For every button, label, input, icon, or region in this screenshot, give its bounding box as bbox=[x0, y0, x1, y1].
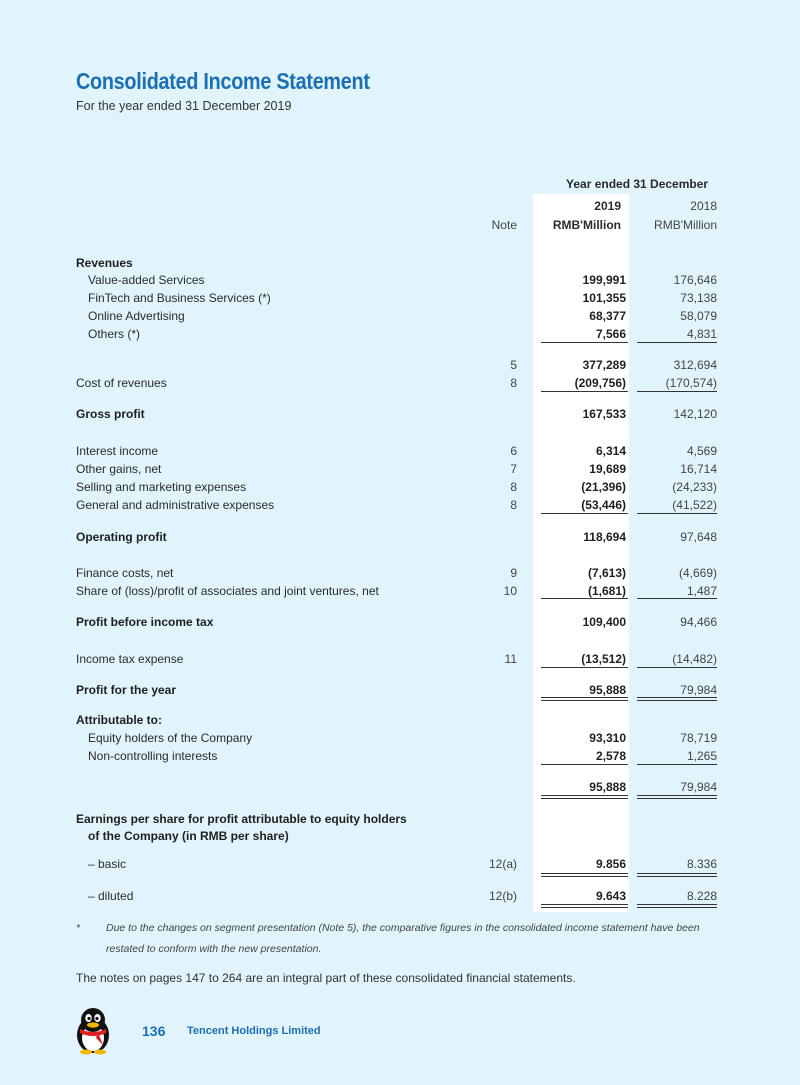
rule-2019 bbox=[541, 598, 628, 599]
rule-2019 bbox=[541, 513, 628, 514]
value-2019: 93,310 bbox=[589, 731, 626, 745]
value-2018: 1,487 bbox=[686, 584, 717, 598]
double-rule-2019 bbox=[541, 697, 628, 701]
notes-statement: The notes on pages 147 to 264 are an integral part of these consolidated financial statements. bbox=[76, 971, 576, 985]
row-label: Cost of revenues bbox=[76, 376, 167, 390]
period-header: Year ended 31 December bbox=[566, 177, 709, 191]
rule-2018 bbox=[637, 764, 717, 765]
value-2018: (4,669) bbox=[678, 566, 717, 580]
double-rule-2019 bbox=[541, 873, 628, 877]
value-2019: 199,991 bbox=[582, 273, 626, 287]
value-2019: 68,377 bbox=[589, 309, 626, 323]
note-header: Note bbox=[491, 218, 517, 232]
rule-2018 bbox=[637, 391, 717, 392]
value-2019: (53,446) bbox=[581, 498, 626, 512]
row-label: – basic bbox=[88, 857, 127, 871]
double-rule-2018 bbox=[637, 795, 717, 799]
row-label: of the Company (in RMB per share) bbox=[88, 829, 289, 843]
row-label: Income tax expense bbox=[76, 652, 184, 666]
row-note: 9 bbox=[510, 566, 517, 580]
value-2019: 95,888 bbox=[589, 780, 626, 794]
row-note: 8 bbox=[510, 498, 517, 512]
rule-2018 bbox=[637, 667, 717, 668]
row-label: Value-added Services bbox=[88, 273, 205, 287]
row-label: Earnings per share for profit attributable to equity holders bbox=[76, 812, 407, 826]
value-2018: 73,138 bbox=[680, 291, 717, 305]
value-2019: (1,681) bbox=[587, 584, 626, 598]
value-2018: (41,522) bbox=[672, 498, 717, 512]
unit-2018-header: RMB'Million bbox=[654, 218, 717, 232]
value-2019: (21,396) bbox=[581, 480, 626, 494]
value-2018: (24,233) bbox=[672, 480, 717, 494]
row-label: Others (*) bbox=[88, 327, 141, 341]
row-label: Online Advertising bbox=[88, 309, 185, 323]
value-2018: 8.336 bbox=[686, 857, 717, 871]
page-title: Consolidated Income Statement bbox=[76, 68, 370, 94]
value-2018: 142,120 bbox=[673, 407, 717, 421]
unit-2019-header: RMB'Million bbox=[552, 218, 621, 232]
value-2018: 16,714 bbox=[680, 462, 717, 476]
value-2019: 6,314 bbox=[595, 444, 626, 458]
row-label: Profit for the year bbox=[76, 683, 177, 697]
rule-2018 bbox=[637, 513, 717, 514]
rule-2019 bbox=[541, 342, 628, 343]
value-2019: (13,512) bbox=[581, 652, 626, 666]
rule-2019 bbox=[541, 764, 628, 765]
row-note: 11 bbox=[504, 652, 517, 666]
value-2019: 101,355 bbox=[582, 291, 626, 305]
value-2018: 94,466 bbox=[680, 615, 717, 629]
value-2019: 118,694 bbox=[583, 530, 626, 544]
double-rule-2019 bbox=[541, 795, 628, 799]
row-note: 8 bbox=[510, 376, 517, 390]
row-label: Selling and marketing expenses bbox=[76, 480, 247, 494]
value-2018: 4,831 bbox=[686, 327, 717, 341]
row-note: 7 bbox=[510, 462, 517, 476]
double-rule-2018 bbox=[637, 697, 717, 701]
row-label: Equity holders of the Company bbox=[88, 731, 253, 745]
company-name: Tencent Holdings Limited bbox=[187, 1025, 321, 1037]
row-note: 8 bbox=[510, 480, 517, 494]
row-note: 12(a) bbox=[488, 857, 517, 871]
page-number: 136 bbox=[142, 1023, 166, 1039]
value-2018: 312,694 bbox=[673, 358, 717, 372]
row-label: Attributable to: bbox=[76, 713, 162, 727]
value-2018: 78,719 bbox=[680, 731, 717, 745]
value-2018: 97,648 bbox=[680, 530, 717, 544]
value-2019: (209,756) bbox=[574, 376, 626, 390]
row-label: Non-controlling interests bbox=[88, 749, 218, 763]
value-2018: (170,574) bbox=[665, 376, 717, 390]
value-2019: 9.643 bbox=[595, 889, 626, 903]
row-label: Interest income bbox=[76, 444, 159, 458]
row-label: Other gains, net bbox=[76, 462, 162, 476]
value-2018: 8.228 bbox=[686, 889, 717, 903]
row-label: Operating profit bbox=[76, 530, 167, 544]
value-2018: 176,646 bbox=[673, 273, 717, 287]
value-2019: 95,888 bbox=[589, 683, 626, 697]
double-rule-2018 bbox=[637, 873, 717, 877]
value-2019: (7,613) bbox=[587, 566, 626, 580]
value-2019: 109,400 bbox=[582, 615, 626, 629]
value-2018: (14,482) bbox=[672, 652, 717, 666]
row-note: 12(b) bbox=[488, 889, 517, 903]
row-label: FinTech and Business Services (*) bbox=[88, 291, 271, 305]
value-2019: 19,689 bbox=[589, 462, 626, 476]
row-label: General and administrative expenses bbox=[76, 498, 275, 512]
row-note: 5 bbox=[510, 358, 517, 372]
value-2019: 377,289 bbox=[582, 358, 626, 372]
value-2018: 79,984 bbox=[680, 683, 717, 697]
value-2018: 1,265 bbox=[686, 749, 717, 763]
row-label: – diluted bbox=[88, 889, 134, 903]
rule-2018 bbox=[637, 342, 717, 343]
row-label: Finance costs, net bbox=[76, 566, 174, 580]
rule-2019 bbox=[541, 391, 628, 392]
page-subtitle: For the year ended 31 December 2019 bbox=[76, 99, 292, 113]
footnote-text: Due to the changes on segment presentation (Note 5), the comparative figures in the consolidated income statement have been restated to conform with the new presentation. bbox=[106, 922, 700, 955]
row-label: Revenues bbox=[76, 256, 133, 270]
value-2019: 7,566 bbox=[595, 327, 626, 341]
row-label: Profit before income tax bbox=[76, 615, 214, 629]
value-2018: 4,569 bbox=[686, 444, 717, 458]
double-rule-2018 bbox=[637, 904, 717, 908]
row-note: 10 bbox=[503, 584, 517, 598]
row-label: Share of (loss)/profit of associates and joint ventures, net bbox=[76, 584, 379, 598]
rule-2018 bbox=[637, 598, 717, 599]
row-note: 6 bbox=[510, 444, 517, 458]
value-2018: 79,984 bbox=[680, 780, 717, 794]
value-2019: 2,578 bbox=[595, 749, 626, 763]
row-label: Gross profit bbox=[76, 407, 145, 421]
value-2018: 58,079 bbox=[680, 309, 717, 323]
year-2018-header: 2018 bbox=[690, 199, 717, 213]
year-2019-header: 2019 bbox=[594, 199, 621, 213]
value-2019: 9.856 bbox=[595, 857, 626, 871]
double-rule-2019 bbox=[541, 904, 628, 908]
penguin-logo-icon bbox=[72, 1005, 114, 1055]
rule-2019 bbox=[541, 667, 628, 668]
footnote-marker: * bbox=[76, 922, 81, 934]
value-2019: 167,533 bbox=[582, 407, 626, 421]
